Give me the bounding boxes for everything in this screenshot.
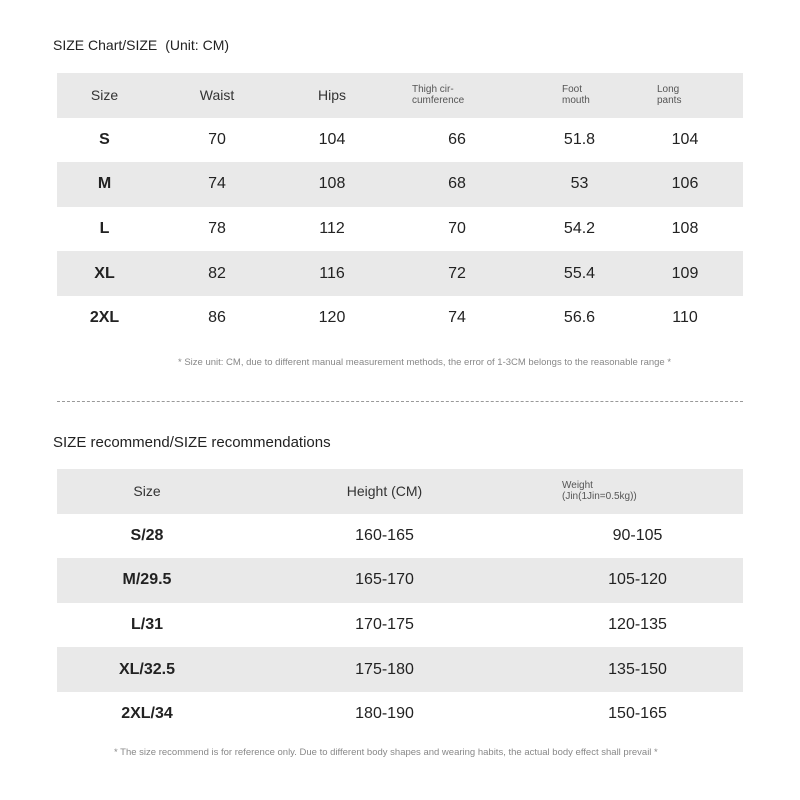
recommend_section-cell: 120-135 [608, 616, 667, 634]
chart_section-cell: 104 [318, 130, 346, 148]
recommend_section-row [57, 514, 743, 559]
size-chart-title: SIZE Chart/SIZE [53, 37, 158, 53]
chart_section-cell: 66 [448, 130, 466, 148]
chart_section-cell: 68 [448, 175, 466, 193]
size-recommend-note: * The size recommend is for reference only. Due to different body shapes and wearing habits, the actual body effect shall prevail * [114, 747, 658, 758]
chart_section-row [57, 296, 743, 341]
chart_section-cell: 74 [448, 309, 466, 327]
recommend_section-cell: 90-105 [612, 526, 663, 544]
recommend_section-cell: L/31 [130, 616, 163, 634]
recommend_section-cell: 2XL/34 [121, 705, 173, 723]
recommend_section-header-cell: Height (CM) [346, 483, 423, 500]
recommend_section-row [57, 692, 743, 737]
chart_section-cell: 74 [208, 175, 226, 193]
chart_section-header-cell: Size [90, 87, 119, 104]
chart_section-cell: 78 [208, 220, 226, 238]
chart_section-cell: 104 [671, 130, 699, 148]
chart_section-cell: 106 [671, 175, 699, 193]
chart_section-cell: 116 [319, 264, 345, 282]
recommend_section-header-cell: Weight (Jin(1Jin=0.5kg)) [562, 480, 637, 503]
chart_section-row [57, 251, 743, 296]
recommend_section-cell: XL/32.5 [118, 660, 176, 678]
chart_section-cell: 72 [448, 264, 466, 282]
recommend_section-header-row [57, 469, 743, 514]
recommend_section-header-cell: Size [133, 483, 161, 500]
chart_section-cell: M [97, 175, 112, 193]
chart_section-cell: 2XL [89, 309, 120, 327]
size-chart-unit: (Unit: CM) [165, 37, 230, 53]
chart_section-header-cell: Foot mouth [562, 84, 590, 107]
recommend_section-cell: 165-170 [355, 571, 414, 589]
chart_section-cell: 51.8 [563, 130, 596, 148]
section-divider [57, 401, 743, 402]
chart_section-cell: 56.6 [563, 309, 596, 327]
recommend_section-cell: 160-165 [355, 526, 414, 544]
chart_section-cell: 110 [672, 309, 698, 327]
chart_section-cell: 109 [671, 264, 699, 282]
chart_section-header-cell: Thigh cir- cumference [412, 84, 465, 107]
chart_section-cell: S [99, 130, 110, 148]
chart_section-cell: 54.2 [563, 220, 596, 238]
chart_section-cell: 70 [208, 130, 226, 148]
chart_section-header-cell: Hips [317, 87, 346, 104]
chart_section-cell: 112 [319, 220, 345, 238]
recommend_section-row [57, 647, 743, 692]
size-chart-heading [53, 37, 229, 53]
chart_section-cell: L [99, 220, 110, 238]
size-chart-table [57, 73, 743, 341]
size-recommend-heading: SIZE recommend/SIZE recommendations [53, 434, 331, 451]
chart_section-cell: 82 [208, 264, 226, 282]
recommend_section-cell: 170-175 [355, 616, 414, 634]
chart_section-cell: 55.4 [563, 264, 596, 282]
chart_section-header-cell: Waist [199, 87, 235, 104]
recommend_section-cell: S/28 [130, 526, 164, 544]
chart_section-header-row [57, 73, 743, 118]
size-chart-note: * Size unit: CM, due to different manual measurement methods, the error of 1-3CM belongs to the reasonable range * [178, 357, 672, 368]
recommend_section-cell: 175-180 [355, 660, 414, 678]
chart_section-cell: 108 [671, 220, 699, 238]
chart_section-cell: XL [94, 264, 115, 282]
recommend_section-cell: M/29.5 [122, 571, 172, 589]
recommend_section-row [57, 558, 743, 603]
recommend_section-row [57, 603, 743, 648]
chart_section-row [57, 207, 743, 252]
chart_section-cell: 108 [318, 175, 346, 193]
chart_section-row [57, 162, 743, 207]
recommend_section-cell: 135-150 [608, 660, 667, 678]
chart_section-cell: 120 [318, 309, 346, 327]
chart_section-cell: 70 [448, 220, 466, 238]
chart_section-header-cell: Long pants [657, 84, 682, 107]
chart_section-cell: 53 [570, 175, 589, 193]
chart_section-row [57, 118, 743, 163]
size-recommend-table [57, 469, 743, 737]
chart_section-cell: 86 [208, 309, 226, 327]
recommend_section-cell: 180-190 [355, 705, 414, 723]
recommend_section-cell: 105-120 [608, 571, 667, 589]
recommend_section-cell: 150-165 [608, 705, 667, 723]
